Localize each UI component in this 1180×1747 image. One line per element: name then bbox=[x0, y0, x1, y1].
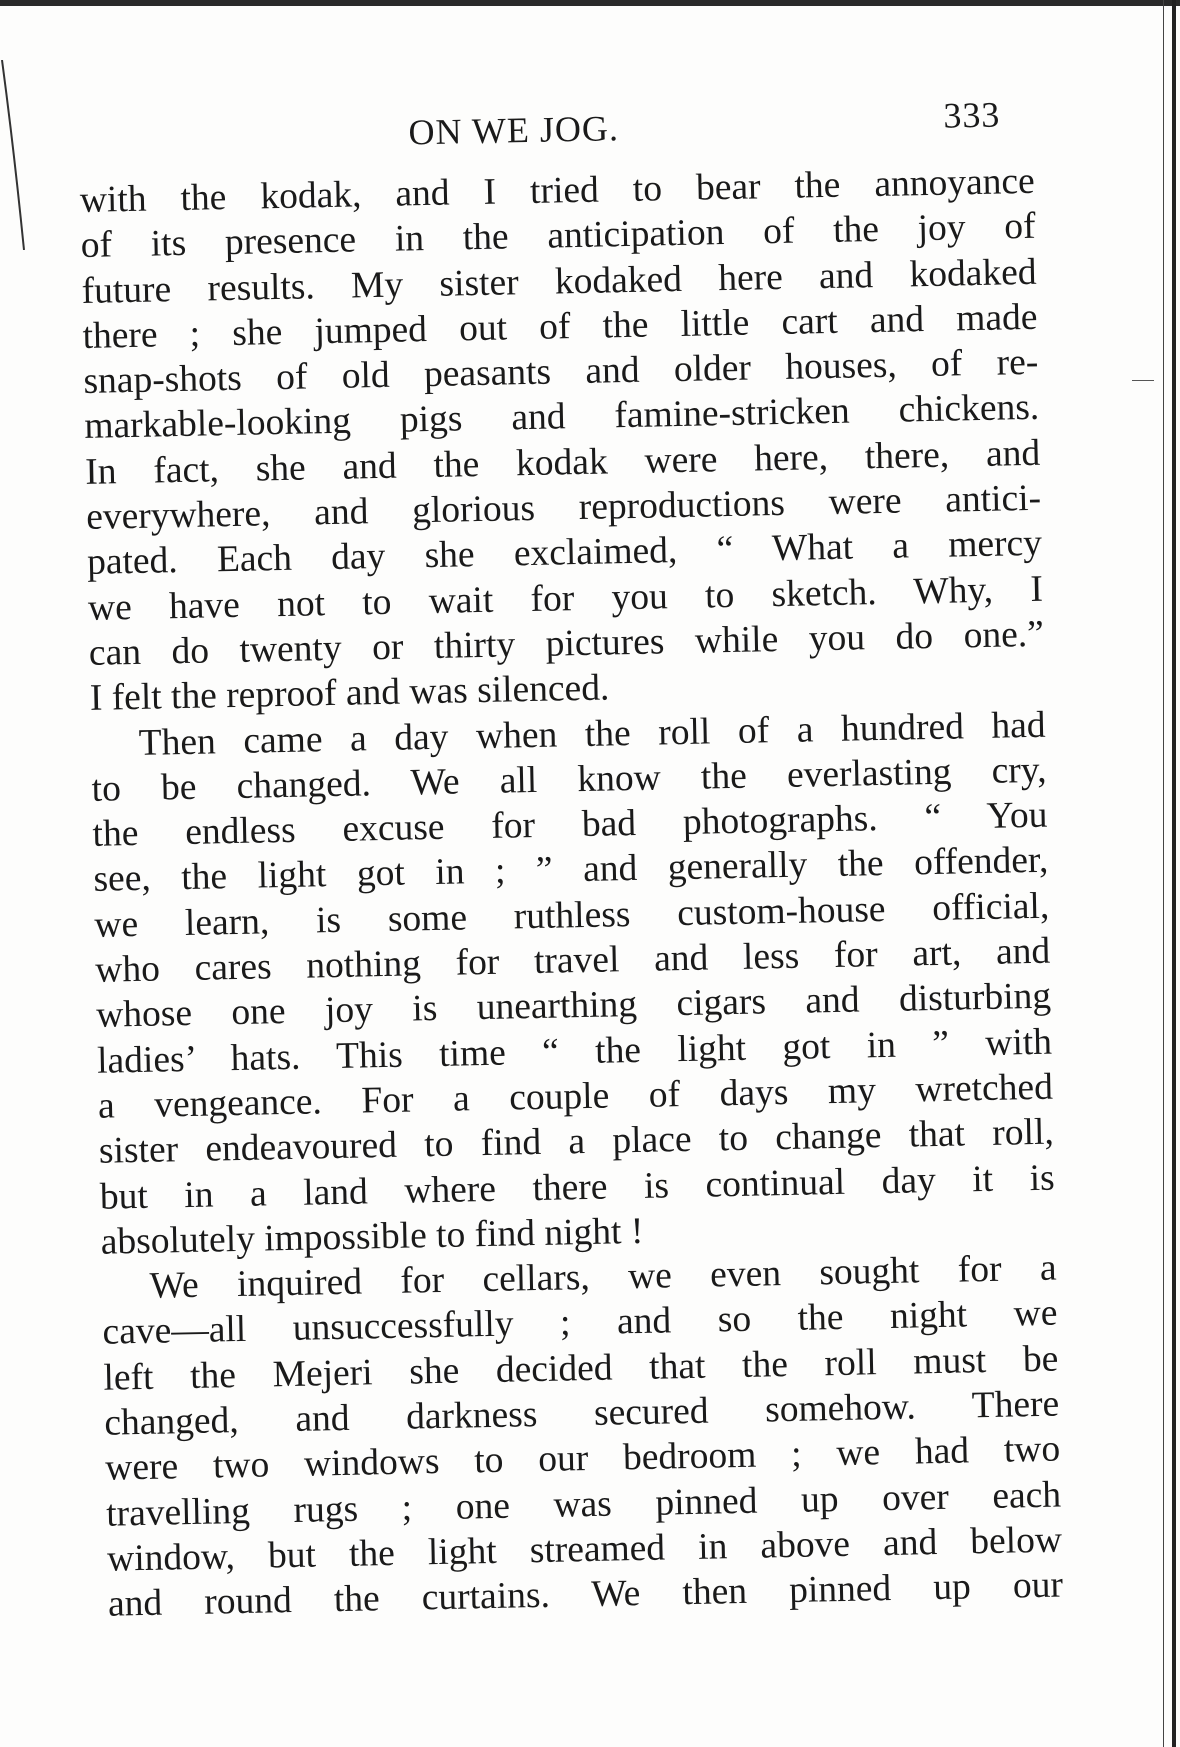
text-line: cave—all unsuccessfully ; and so the night we bbox=[102, 1293, 1058, 1354]
page-gutter-line bbox=[1163, 0, 1164, 1747]
page-text-block bbox=[78, 89, 1078, 1628]
page-number: 333 bbox=[942, 94, 1001, 136]
text-line: we have not to wait for you to sketch. Why, I bbox=[87, 568, 1044, 629]
text-line: We inquired for cellars, we even sought for a bbox=[149, 1247, 1057, 1307]
running-title: ON WE JOG. bbox=[408, 108, 620, 153]
text-line: who cares nothing for travel and less for art, and bbox=[94, 930, 1051, 991]
text-line: markable-looking pigs and famine-stricken chickens. bbox=[83, 387, 1040, 448]
text-line: I felt the reproof and was silenced. bbox=[89, 667, 610, 720]
text-line: window, but the light streamed in above and below bbox=[106, 1519, 1063, 1580]
text-line: there ; she jumped out of the little cart and made bbox=[82, 296, 1038, 357]
text-line: snap-shots of old peasants and older houses, of re- bbox=[83, 341, 1039, 403]
text-line: In fact, she and the kodak were here, there, and bbox=[84, 432, 1041, 493]
text-line: sister endeavoured to find a place to change that roll, bbox=[98, 1111, 1055, 1173]
text-line: absolutely impossible to find night ! bbox=[100, 1210, 644, 1263]
text-line: travelling rugs ; one was pinned up over each bbox=[105, 1474, 1062, 1535]
text-line: changed, and darkness secured somehow. There bbox=[103, 1383, 1060, 1444]
text-line: were two windows to our bedroom ; we had two bbox=[104, 1428, 1061, 1490]
text-line: the endless excuse for bad photographs. “ You bbox=[92, 794, 1048, 856]
text-line: a vengeance. For a couple of days my wretched bbox=[97, 1066, 1054, 1127]
text-line: but in a land where there is continual day it is bbox=[99, 1157, 1056, 1218]
scan-mark bbox=[1132, 380, 1154, 381]
text-line: to be changed. We all know the everlasting cry, bbox=[91, 749, 1047, 810]
text-line: see, the light got in ; ” and generally the offender, bbox=[93, 840, 1049, 901]
running-head bbox=[78, 89, 1049, 164]
text-line: left the Mejeri she decided that the roll must be bbox=[103, 1338, 1059, 1399]
text-line: with the kodak, and I tried to bear the annoyance bbox=[79, 160, 1036, 221]
text-line: can do twenty or thirty pictures while you do one.” bbox=[88, 613, 1045, 674]
body-text bbox=[79, 159, 1078, 1628]
text-line: everywhere, and glorious reproductions were antici- bbox=[85, 477, 1042, 538]
text-line: of its presence in the anticipation of the joy of bbox=[80, 206, 1036, 267]
text-line: and round the curtains. We then pinned up our bbox=[107, 1564, 1064, 1625]
text-line: pated. Each day she exclaimed, “ What a mercy bbox=[86, 523, 1043, 584]
text-line: future results. My sister kodaked here and kodaked bbox=[81, 251, 1037, 312]
page-right-edge bbox=[1172, 0, 1176, 1747]
text-line: we learn, is some ruthless custom-house official, bbox=[93, 885, 1050, 946]
text-line: Then came a day when the roll of a hundred had bbox=[138, 704, 1046, 764]
page-curl-mark bbox=[0, 60, 30, 250]
text-line: ladies’ hats. This time “ the light got in ” with bbox=[96, 1021, 1053, 1082]
text-line: whose one joy is unearthing cigars and disturbing bbox=[95, 975, 1052, 1037]
page-top-edge bbox=[0, 0, 1180, 6]
